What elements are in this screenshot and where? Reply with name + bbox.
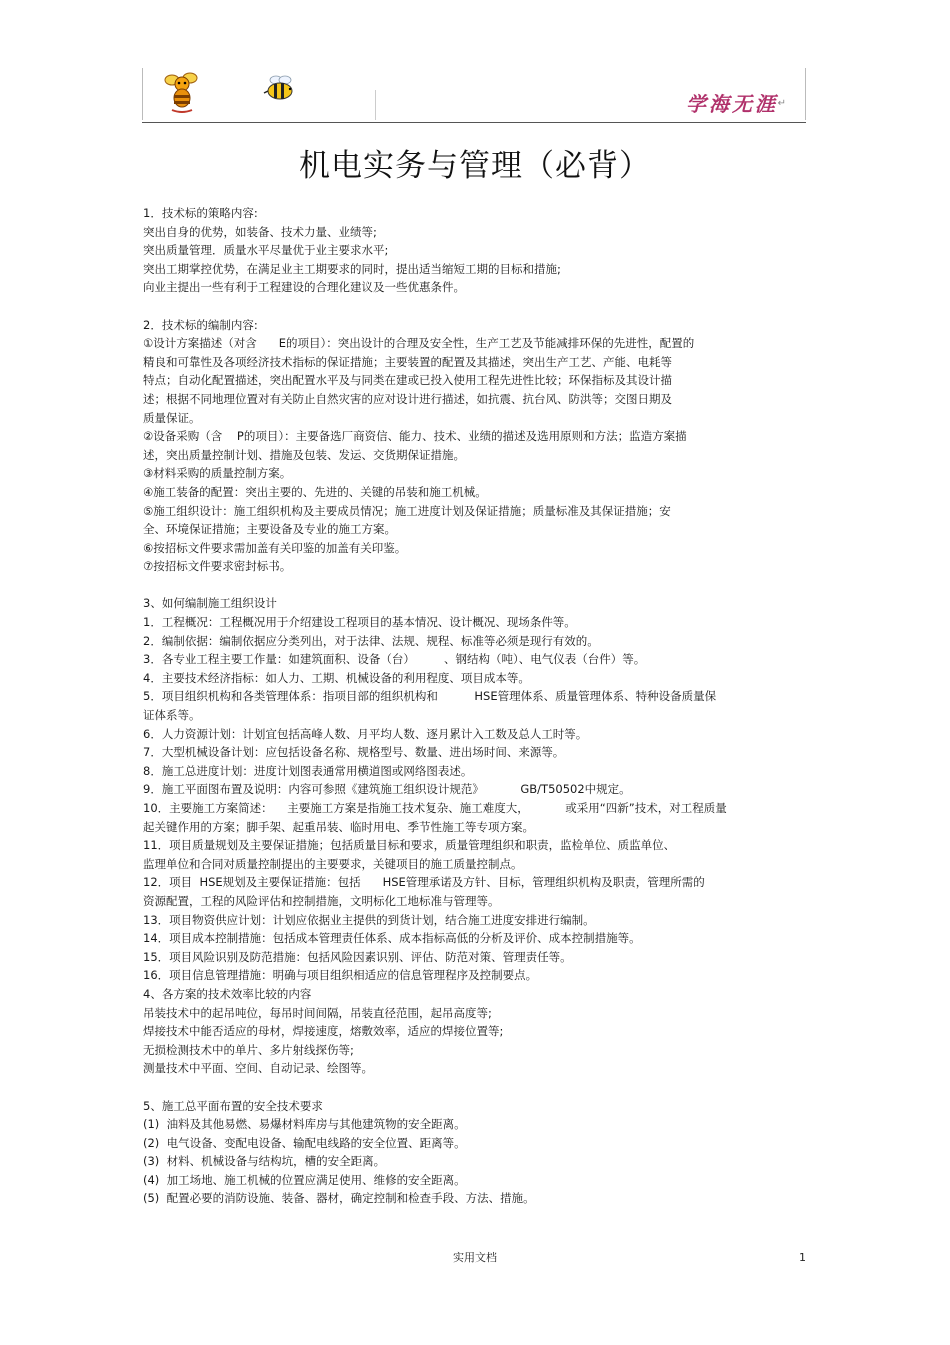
text-line: 向业主提出一些有利于工程建设的合理化建议及一些优惠条件。	[143, 280, 465, 295]
text-line: 13．项目物资供应计划：计划应依据业主提供的到货计划，结合施工进度安排进行编制。	[143, 912, 595, 927]
footer-label: 实用文档	[453, 1251, 497, 1264]
text-line: ⑤施工组织设计：施工组织机构及主要成员情况；施工进度计划及保证措施；质量标准及其保证措施；安	[143, 503, 671, 518]
document-title: 机电实务与管理（必背）	[299, 148, 651, 184]
text-line: 监理单位和合同对质量控制提出的主要要求，关键项目的施工质量控制点。	[143, 856, 523, 871]
text-line: 7．大型机械设备计划：应包括设备名称、规格型号、数量、进出场时间、来源等。	[143, 745, 565, 760]
blank-line	[143, 576, 808, 595]
text-line: 9．施工平面图布置及说明：内容可参照《建筑施工组织设计规范》 GB/T50502中规定。	[143, 782, 631, 797]
text-line: (1) 油料及其他易燃、易爆材料库房与其他建筑物的安全距离。	[143, 1117, 466, 1132]
text-line: 起关键作用的方案；脚手架、起重吊装、临时用电、季节性施工等专项方案。	[143, 819, 534, 834]
text-line: 焊接技术中能否适应的母材，焊接速度，熔敷效率，适应的焊接位置等;	[143, 1024, 504, 1039]
text-line: ③材料采购的质量控制方案。	[143, 466, 292, 481]
text-line: 突出自身的优势，如装备、技术力量、业绩等;	[143, 224, 377, 239]
header-right-rule	[805, 68, 806, 120]
text-line: 5、施工总平面布置的安全技术要求	[143, 1098, 323, 1113]
text-line: 1．工程概况：工程概况用于介绍建设工程项目的基本情况、设计概况、现场条件等。	[143, 615, 576, 630]
text-line: ④施工装备的配置：突出主要的、先进的、关键的吊装和施工机械。	[143, 484, 487, 499]
text-line: 4．主要技术经济指标：如人力、工期、机械设备的利用程度、项目成本等。	[143, 670, 530, 685]
header-mid-rule	[375, 90, 376, 120]
text-line: 吊装技术中的起吊吨位，每吊时间间隔，吊装直径范围，起吊高度等;	[143, 1005, 492, 1020]
text-line: (2) 电气设备、变配电设备、输配电线路的安全位置、距离等。	[143, 1135, 466, 1150]
document-body	[143, 204, 808, 1208]
text-line: 质量保证。	[143, 410, 201, 425]
text-line: (3) 材料、机械设备与结构坑，槽的安全距离。	[143, 1154, 386, 1169]
cartoon-bee-icon	[162, 70, 202, 114]
text-line: 10．主要施工方案简述： 主要施工方案是指施工技术复杂、施工难度大， 或采用“四新”技术，对工程质量	[143, 801, 727, 815]
text-line: ⑦按招标文件要求密封标书。	[143, 559, 292, 574]
text-line: ②设备采购（含 P的项目）：主要备选厂商资信、能力、技术、业绩的描述及选用原则和方法；监造方案描	[143, 429, 687, 444]
text-line: 3．各专业工程主要工作量：如建筑面积、设备（台） 、钢结构（吨）、电气仪表（台件）等。	[143, 652, 646, 667]
text-line: 14．项目成本控制措施：包括成本管理责任体系、成本指标高低的分析及评价、成本控制措施等。	[143, 931, 641, 946]
text-line: 证体系等。	[143, 708, 201, 723]
text-line: 资源配置，工程的风险评估和控制措施，文明标化工地标准与管理等。	[143, 893, 500, 908]
header-motto: 学海无涯	[686, 92, 778, 116]
text-line: 3、如何编制施工组织设计	[143, 596, 277, 611]
text-line: 2．编制依据：编制依据应分类列出，对于法律、法规、规程、标准等必须是现行有效的。	[143, 633, 599, 648]
blank-line	[143, 1078, 808, 1097]
text-line: 2．技术标的编制内容:	[143, 317, 258, 332]
text-line: 全、环境保证措施；主要设备及专业的施工方案。	[143, 522, 396, 537]
text-line: 16．项目信息管理措施：明确与项目组织相适应的信息管理程序及控制要点。	[143, 968, 538, 983]
text-line: 无损检测技术中的单片、多片射线探伤等;	[143, 1042, 354, 1057]
text-line: 8．施工总进度计划：进度计划图表通常用横道图或网络图表述。	[143, 763, 473, 778]
text-line: 5．项目组织机构和各类管理体系：指项目部的组织机构和 HSE管理体系、质量管理体系、特种设备质量保	[143, 689, 717, 704]
text-line: ①设计方案描述（对含 E的项目）：突出设计的合理及安全性，生产工艺及节能减排环保的先进性，配置的	[143, 336, 695, 351]
text-line: ⑥按招标文件要求需加盖有关印鉴的加盖有关印鉴。	[143, 540, 407, 555]
page-header	[142, 68, 806, 123]
text-line: (5) 配置必要的消防设施、装备、器材，确定控制和检查手段、方法、措施。	[143, 1191, 535, 1206]
text-line: 特点；自动化配置描述，突出配置水平及与同类在建或已投入使用工程先进性比较；环保指标及其设计描	[143, 373, 672, 388]
small-bee-icon	[262, 74, 298, 104]
text-line: 12．项目 HSE规划及主要保证措施：包括 HSE管理承诺及方针、目标，管理组织机构及职责，管理所需的	[143, 875, 705, 890]
page-number: 1	[799, 1251, 806, 1264]
text-line: 述；根据不同地理位置对有关防止自然灾害的应对设计进行描述，如抗震、抗台风、防洪等；交图日期及	[143, 391, 672, 406]
text-line: 突出质量管理．质量水平尽量优于业主要求水平;	[143, 243, 389, 258]
text-line: 6．人力资源计划：计划宜包括高峰人数、月平均人数、逐月累计入工数及总人工时等。	[143, 726, 588, 741]
text-line: 测量技术中平面、空间、自动记录、绘图等。	[143, 1061, 373, 1076]
text-line: 突出工期掌控优势，在满足业主工期要求的同时，提出适当缩短工期的目标和措施;	[143, 261, 561, 276]
header-left-rule	[142, 68, 143, 120]
text-line: 11．项目质量规划及主要保证措施；包括质量目标和要求，质量管理组织和职责，监检单位、质监单位、	[143, 838, 676, 853]
text-line: 述，突出质量控制计划、措施及包装、发运、交货期保证措施。	[143, 447, 465, 462]
blank-line	[143, 297, 808, 316]
paragraph-mark-icon: ↵	[777, 98, 786, 109]
text-line: 精良和可靠性及各项经济技术指标的保证措施；主要装置的配置及其描述，突出生产工艺、产能、电耗等	[143, 354, 672, 369]
text-line: 4、各方案的技术效率比较的内容	[143, 986, 312, 1001]
text-line: 15．项目风险识别及防范措施：包括风险因素识别、评估、防范对策、管理责任等。	[143, 949, 572, 964]
text-line: 1．技术标的策略内容:	[143, 206, 258, 220]
text-line: (4) 加工场地、施工机械的位置应满足使用、维修的安全距离。	[143, 1172, 466, 1187]
